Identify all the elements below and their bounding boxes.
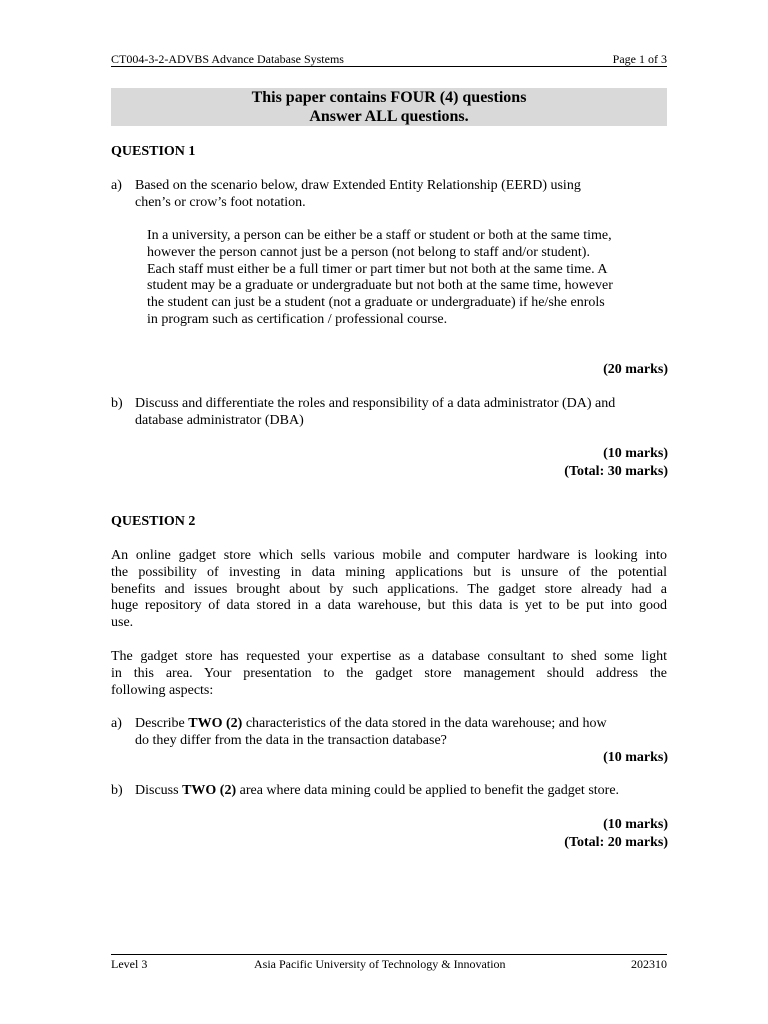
q1b-text bbox=[135, 396, 668, 430]
q2a-line-2: do they differ from the data in the transaction database? bbox=[135, 732, 447, 748]
banner-line-2: Answer ALL questions. bbox=[309, 108, 469, 125]
scenario-line-4: student may be a graduate or undergraduate but not both at the same time, however bbox=[147, 278, 613, 294]
q2a-line-1 bbox=[135, 716, 667, 733]
course-code: CT004-3-2-ADVBS Advance Database Systems bbox=[111, 52, 344, 66]
q1a-scenario bbox=[147, 228, 667, 329]
question-2-title: QUESTION 2 bbox=[111, 514, 196, 529]
q2-para1-line-2: the possibility of investing in data mining applications but is unsure of the potential bbox=[111, 564, 667, 580]
q1b-marks-value: (10 marks) bbox=[603, 446, 668, 461]
q2-para1-line-1: An online gadget store which sells various mobile and computer hardware is looking into bbox=[111, 548, 667, 563]
q2a-text bbox=[135, 716, 667, 750]
q1a-marks: (20 marks) bbox=[603, 362, 668, 377]
q2a-marks: (10 marks) bbox=[603, 750, 668, 765]
q1-total-marks: (Total: 30 marks) bbox=[564, 464, 668, 480]
q1a-label: a) bbox=[111, 178, 122, 193]
scenario-line-2: however the person cannot just be a person (not belong to staff and/or student). bbox=[147, 244, 590, 260]
q1b-line-2: database administrator (DBA) bbox=[135, 412, 304, 428]
q2b-marks-value: (10 marks) bbox=[603, 817, 668, 832]
q2-paragraph-2 bbox=[111, 649, 667, 699]
q2a-post: characteristics of the data stored in the data warehouse; and how bbox=[242, 716, 607, 731]
page-footer bbox=[111, 954, 667, 971]
q2-total-marks: (Total: 20 marks) bbox=[564, 835, 668, 851]
q1b-marks bbox=[111, 446, 668, 481]
question-1-title: QUESTION 1 bbox=[111, 144, 196, 159]
q2a-pre: Describe bbox=[135, 716, 189, 731]
instructions-banner bbox=[111, 88, 667, 126]
q1b-label: b) bbox=[111, 396, 123, 411]
footer-university: Asia Pacific University of Technology & Innovation bbox=[254, 957, 506, 971]
banner-line-1: This paper contains FOUR (4) questions bbox=[251, 89, 527, 106]
scenario-line-5: the student can just be a student (not a graduate or undergraduate) if he/she enrols bbox=[147, 295, 605, 311]
q2b-pre: Discuss bbox=[135, 783, 183, 798]
scenario-line-6: in program such as certification / professional course. bbox=[147, 311, 448, 327]
q2-para1-line-4: huge repository of data stored in a data warehouse, but this data is yet to be put into good bbox=[111, 598, 667, 614]
q2-paragraph-1 bbox=[111, 548, 667, 632]
q2b-bold: TWO (2) bbox=[182, 783, 237, 798]
footer-code: 202310 bbox=[631, 957, 667, 971]
page-number: Page 1 of 3 bbox=[612, 52, 667, 66]
q2-para2-line-2: in this area. Your presentation to the gadget store management should address the bbox=[111, 665, 667, 681]
q2b-text bbox=[135, 783, 667, 800]
q2-para2-line-3: following aspects: bbox=[111, 682, 214, 698]
page-header bbox=[111, 52, 667, 67]
q1a-line-2: chen’s or crow’s foot notation. bbox=[135, 194, 306, 210]
q2a-bold: TWO (2) bbox=[188, 716, 243, 731]
q2-para2-line-1: The gadget store has requested your expertise as a database consultant to shed some light bbox=[111, 649, 667, 664]
q2b-label: b) bbox=[111, 783, 123, 798]
footer-level: Level 3 bbox=[111, 957, 148, 971]
q1a-line-1: Based on the scenario below, draw Extended Entity Relationship (EERD) using bbox=[135, 178, 581, 193]
q2a-label: a) bbox=[111, 716, 122, 731]
scenario-line-1: In a university, a person can be either be a staff or student or both at the same time, bbox=[147, 228, 612, 243]
scenario-line-3: Each staff must either be a full timer or part timer but not both at the same time. A bbox=[147, 261, 608, 277]
q1a-text bbox=[135, 178, 667, 212]
q1b-line-1: Discuss and differentiate the roles and responsibility of a data administrator (DA) and bbox=[135, 396, 616, 411]
q2-para1-line-3: benefits and issues brought about by such applications. The gadget store already had a bbox=[111, 581, 667, 597]
q2b-marks bbox=[111, 817, 668, 852]
q2-para1-line-5: use. bbox=[111, 615, 134, 631]
q2b-post: area where data mining could be applied to benefit the gadget store. bbox=[236, 783, 620, 798]
